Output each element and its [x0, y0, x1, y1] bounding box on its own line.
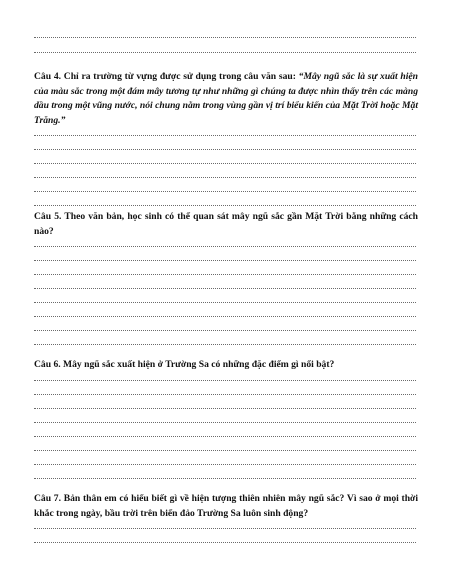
answer-line[interactable]: [34, 422, 416, 423]
answer-line[interactable]: [34, 163, 416, 164]
question-quote: “Mây ngũ sắc là sự xuất hiện của màu sắc trong một đám mây tương tự như những gì chúng ta được nhìn thấy trên các màng dầu trong một vũng nước, nói chung nằm trong vùng gần vị trí biểu kiến của Mặt Trời hoặc Mặt Trăng.”: [34, 71, 418, 126]
answer-line[interactable]: [34, 205, 416, 206]
question-4: [34, 70, 418, 128]
answer-line[interactable]: [34, 177, 416, 178]
answer-line[interactable]: [34, 135, 416, 136]
answer-line[interactable]: [34, 394, 416, 395]
question-text: Chỉ ra trường từ vựng được sử dụng trong câu văn sau:: [61, 71, 299, 82]
question-5: [34, 210, 418, 239]
answer-line[interactable]: [34, 542, 416, 543]
answer-line[interactable]: [34, 288, 416, 289]
question-text: Theo văn bản, học sinh có thể quan sát mây ngũ sắc gần Mặt Trời bằng những cách nào?: [34, 211, 418, 237]
answer-line[interactable]: [34, 464, 416, 465]
answer-line[interactable]: [34, 246, 416, 247]
question-label: Câu 4.: [34, 71, 62, 82]
answer-line[interactable]: [34, 436, 416, 437]
question-text: Bản thân em có hiểu biết gì về hiện tượng thiên nhiên mây ngũ sắc? Vì sao ở mọi thời khắc trong ngày, bầu trời trên biển đảo Trường Sa luôn sinh động?: [34, 493, 419, 519]
answer-line[interactable]: [34, 380, 416, 381]
question-7: [34, 492, 418, 521]
answer-line[interactable]: [34, 37, 416, 38]
answer-line[interactable]: [34, 302, 416, 303]
answer-line[interactable]: [34, 52, 416, 53]
question-label: Câu 7.: [34, 493, 61, 504]
answer-line[interactable]: [34, 408, 416, 409]
question-6: [34, 358, 418, 373]
answer-line[interactable]: [34, 450, 416, 451]
answer-line[interactable]: [34, 478, 416, 479]
answer-line[interactable]: [34, 528, 416, 529]
answer-line[interactable]: [34, 344, 416, 345]
answer-line[interactable]: [34, 316, 416, 317]
question-label: Câu 5.: [34, 211, 62, 222]
question-text: Mây ngũ sắc xuất hiện ở Trường Sa có những đặc điểm gì nổi bật?: [60, 359, 335, 370]
answer-line[interactable]: [34, 274, 416, 275]
answer-line[interactable]: [34, 149, 416, 150]
answer-line[interactable]: [34, 191, 416, 192]
answer-line[interactable]: [34, 260, 416, 261]
answer-line[interactable]: [34, 330, 416, 331]
question-label: Câu 6.: [34, 359, 61, 370]
